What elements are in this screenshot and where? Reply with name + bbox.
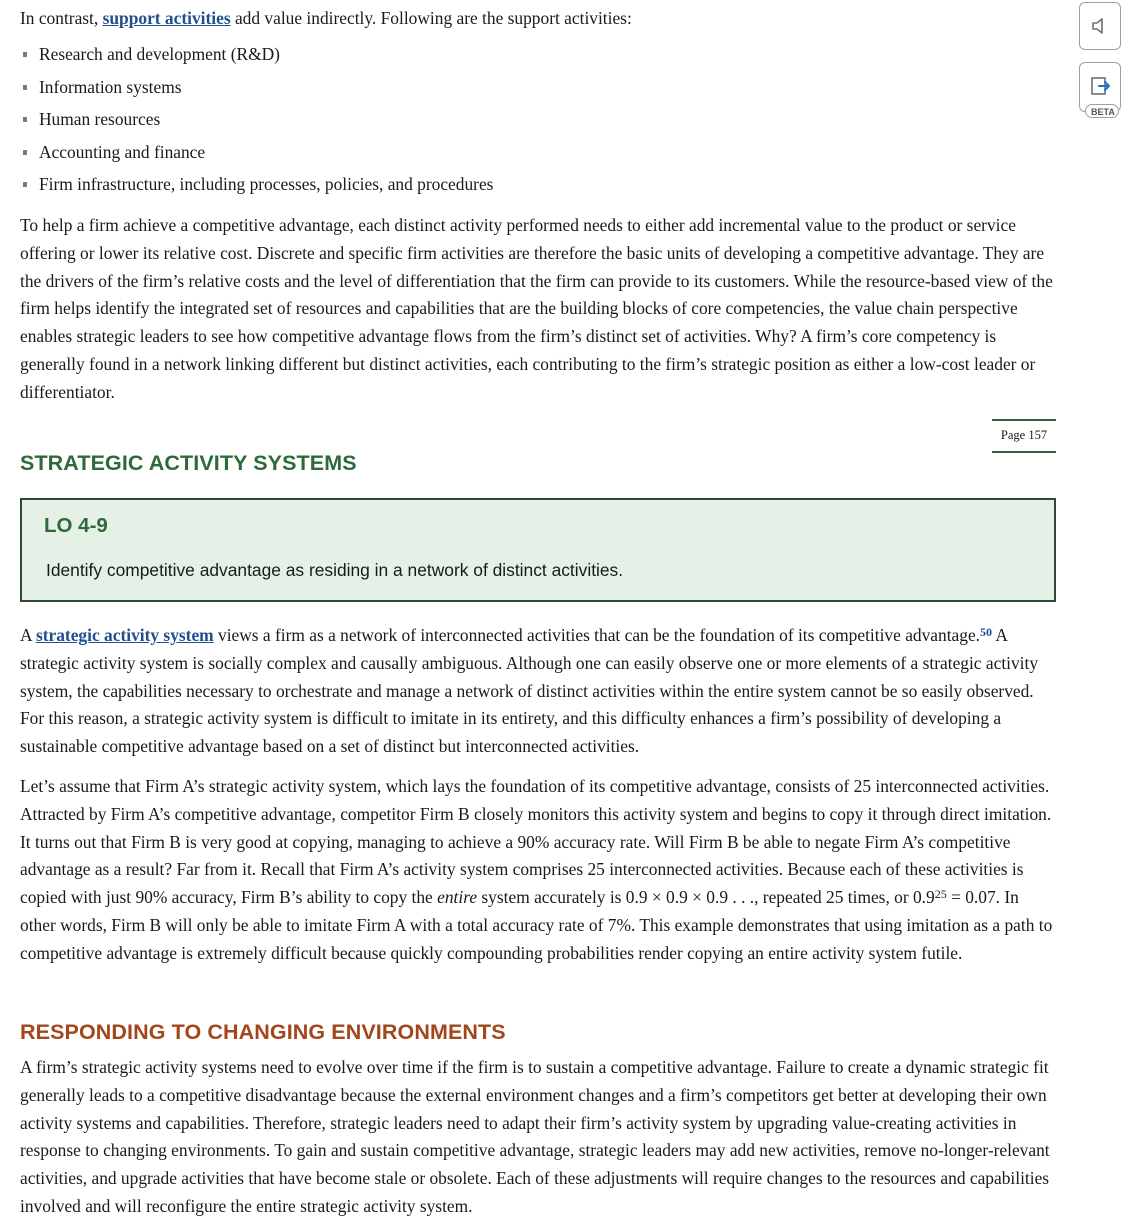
list-item-text: Research and development (R&D) bbox=[39, 44, 280, 64]
list-item-text: Accounting and finance bbox=[39, 141, 206, 162]
p3-emphasis: entire bbox=[437, 887, 478, 908]
p2-mid: views a firm as a network of interconnected activities that can be the foundation of its competitive advantage. bbox=[213, 625, 981, 645]
list-item bbox=[20, 136, 493, 169]
bullet-icon bbox=[23, 52, 27, 57]
strategic-activity-system-paragraph bbox=[20, 622, 1056, 761]
list-item bbox=[20, 71, 493, 104]
p2-after: A strategic activity system is socially complex and causally ambiguous. Although one can easily observe one or more elements of a strategic activity system, the capabilities necessary to orchestrate and manage a network of distinct activities within the entire system cannot be so easily observed. For this reason, a strategic activity system is difficult to imitate in its entirety, and this difficulty enhances a firm’s possibility of developing a sustainable competitive advantage based on a set of distinct but interconnected activities. bbox=[20, 625, 1039, 757]
list-item bbox=[20, 38, 493, 71]
p3-part1: Let’s assume that Firm A’s strategic activity system, which lays the foundation of its competitive advantage, consists of 25 interconnected activities. Attracted by Firm A’s competitive advantage, competitor Firm B closely monitors this activity system and begins to copy it through direct imitation. It turns out that Firm B is very good at copying, managing to achieve a 90% accuracy rate. Will Firm B be able to negate Firm A’s competitive advantage as a result? Far from it. Recall that Firm A’s activity system comprises 25 interconnected activities. Because each of these activities is copied with just 90% accuracy, Firm B’s ability to copy the bbox=[20, 776, 1052, 908]
beta-badge: BETA bbox=[1085, 104, 1119, 118]
bullet-icon bbox=[23, 117, 27, 122]
p3-part2: system accurately is 0.9 × 0.9 × 0.9 . . ., repeated 25 times, or 0.9 bbox=[477, 887, 935, 908]
read-anywhere-icon bbox=[1090, 75, 1112, 97]
learning-objective-title: LO 4-9 bbox=[44, 514, 108, 537]
p3-part3: = 0.07. In other words, Firm B will only be able to imitate Firm A with a total accuracy rate of 7%. This example demonstrates that using imitation as a path to competitive advantage is extremely difficult because quickly compounding probabilities render copying an entire activity system futile. bbox=[20, 887, 1053, 963]
competitive-advantage-paragraph: To help a firm achieve a competitive advantage, each distinct activity performed needs to either add incremental value to the product or service offering or lower its relative cost. Discrete and specific firm activities are therefore the basic units of developing a competitive advantage. They are the drivers of the firm’s relative costs and the level of differentiation that the firm can provide to its customers. While the resource-based view of the firm helps identify the integrated set of resources and capabilities that are the building blocks of core competencies, the value chain perspective enables strategic leaders to see how competitive advantage flows from the firm’s distinct set of activities. Why? A firm’s core competency is generally found in a network linking different but distinct activities, each contributing to the firm’s strategic position as either a low-cost leader or differentiator. bbox=[20, 215, 1053, 402]
learning-objective-box bbox=[20, 498, 1056, 602]
intro-after: add value indirectly. Following are the support activities: bbox=[230, 8, 632, 28]
intro-before: In contrast, bbox=[20, 8, 103, 28]
strategic-activity-system-link[interactable]: strategic activity system bbox=[35, 625, 214, 645]
footnote-reference[interactable]: 50 bbox=[980, 625, 993, 639]
list-item bbox=[20, 103, 493, 136]
intro-paragraph bbox=[20, 5, 632, 33]
list-item-text: Information systems bbox=[39, 76, 182, 97]
p2-before: A bbox=[20, 625, 36, 645]
list-item-text: Firm infrastructure, including processes, policies, and procedures bbox=[39, 174, 494, 195]
audio-button[interactable] bbox=[1079, 2, 1121, 50]
bullet-icon bbox=[23, 182, 27, 187]
bullet-icon bbox=[23, 85, 27, 90]
speaker-icon bbox=[1090, 16, 1110, 36]
support-activities-link[interactable]: support activities bbox=[102, 8, 231, 28]
imitation-example-paragraph bbox=[20, 773, 1056, 968]
page-number-marker: Page 157 bbox=[992, 419, 1056, 453]
exponent: 25 bbox=[934, 887, 947, 902]
section-heading-responding-to-changing-environments: RESPONDING TO CHANGING ENVIRONMENTS bbox=[20, 1020, 506, 1044]
responding-paragraph: A firm’s strategic activity systems need to evolve over time if the firm is to sustain a competitive advantage. Failure to create a dynamic strategic fit generally leads to a competitive disadvantage because the external environment changes and a firm’s competitors get better at developing their own activity systems and capabilities. Therefore, strategic leaders need to adapt their firm’s activity system by upgrading value-creating activities in response to changing environments. To gain and sustain competitive advantage, strategic leaders may add new activities, remove no-longer-relevant activities, and upgrade activities that have become stale or obsolete. Each of these adjustments will require changes to the resources and capabilities involved and will reconfigure the entire strategic activity system. bbox=[20, 1057, 1050, 1216]
learning-objective-text: Identify competitive advantage as residing in a network of distinct activities. bbox=[46, 560, 624, 580]
support-activities-list bbox=[20, 38, 493, 201]
section-heading-strategic-activity-systems: STRATEGIC ACTIVITY SYSTEMS bbox=[20, 451, 357, 475]
bullet-icon bbox=[23, 150, 27, 155]
list-item bbox=[20, 168, 493, 201]
list-item-text: Human resources bbox=[39, 109, 161, 130]
